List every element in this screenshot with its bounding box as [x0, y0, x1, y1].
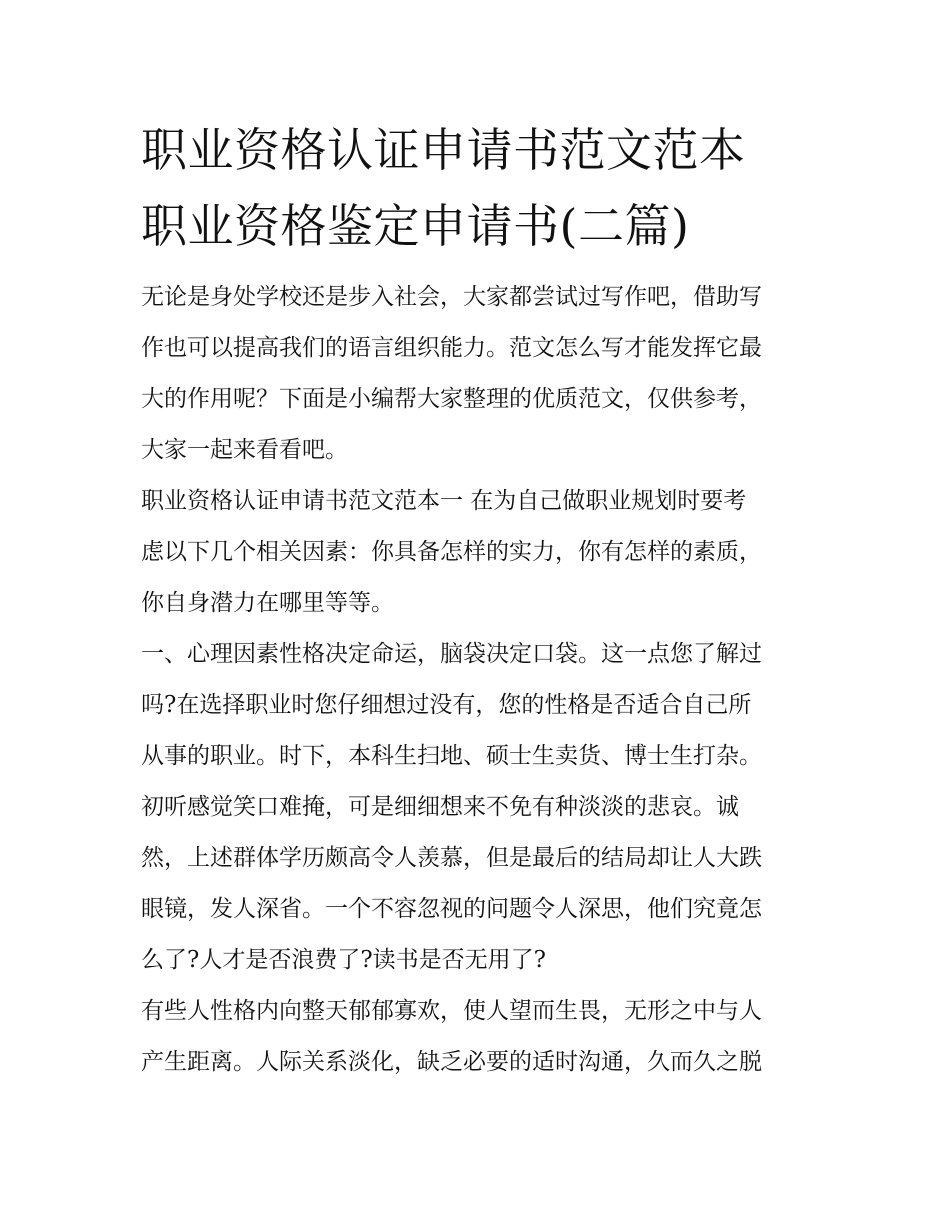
- text-line: 无论是身处学校还是步入社会，大家都尝试过写作吧，借助写: [141, 284, 762, 310]
- title-line-2: 职业资格鉴定申请书(二篇): [141, 199, 690, 253]
- text-line: 么了?人才是否浪费了?读书是否无用了?: [141, 947, 546, 973]
- text-line: 你自身潜力在哪里等等。: [141, 590, 394, 616]
- text-line: 然，上述群体学历颇高令人羡慕，但是最后的结局却让人大跌: [141, 845, 762, 871]
- text-line: 从事的职业。时下，本科生扫地、硕士生卖货、博士生打杂。: [141, 743, 762, 769]
- text-line: 作也可以提高我们的语言组织能力。范文怎么写才能发挥它最: [141, 335, 762, 361]
- document-title: [141, 112, 813, 264]
- text-line: 初听感觉笑口难掩，可是细细想来不免有种淡淡的悲哀。诚: [141, 794, 739, 820]
- text-line: 吗?在选择职业时您仔细想过没有，您的性格是否适合自己所: [141, 692, 752, 718]
- text-line: 大家一起来看看吧。: [141, 437, 348, 463]
- text-line: 职业资格认证申请书范文范本一 在为自己做职业规划时要考: [141, 488, 747, 514]
- document-page: [141, 112, 813, 1088]
- text-line: 大的作用呢？下面是小编帮大家整理的优质范文，仅供参考，: [141, 386, 762, 412]
- paragraph-introverts: [141, 986, 813, 1088]
- paragraph-intro: [141, 272, 813, 476]
- text-line: 产生距离。人际关系淡化，缺乏必要的适时沟通，久而久之脱: [141, 1049, 762, 1075]
- title-line-1: 职业资格认证申请书范文范本: [141, 123, 746, 177]
- paragraph-sample-one: [141, 476, 813, 629]
- text-line: 一、心理因素性格决定命运，脑袋决定口袋。这一点您了解过: [141, 641, 762, 667]
- text-line: 眼镜，发人深省。一个不容忽视的问题令人深思，他们究竟怎: [141, 896, 762, 922]
- paragraph-psychological-factors: [141, 629, 813, 986]
- text-line: 有些人性格内向整天郁郁寡欢，使人望而生畏，无形之中与人: [141, 998, 762, 1024]
- text-line: 虑以下几个相关因素：你具备怎样的实力，你有怎样的素质，: [141, 539, 762, 565]
